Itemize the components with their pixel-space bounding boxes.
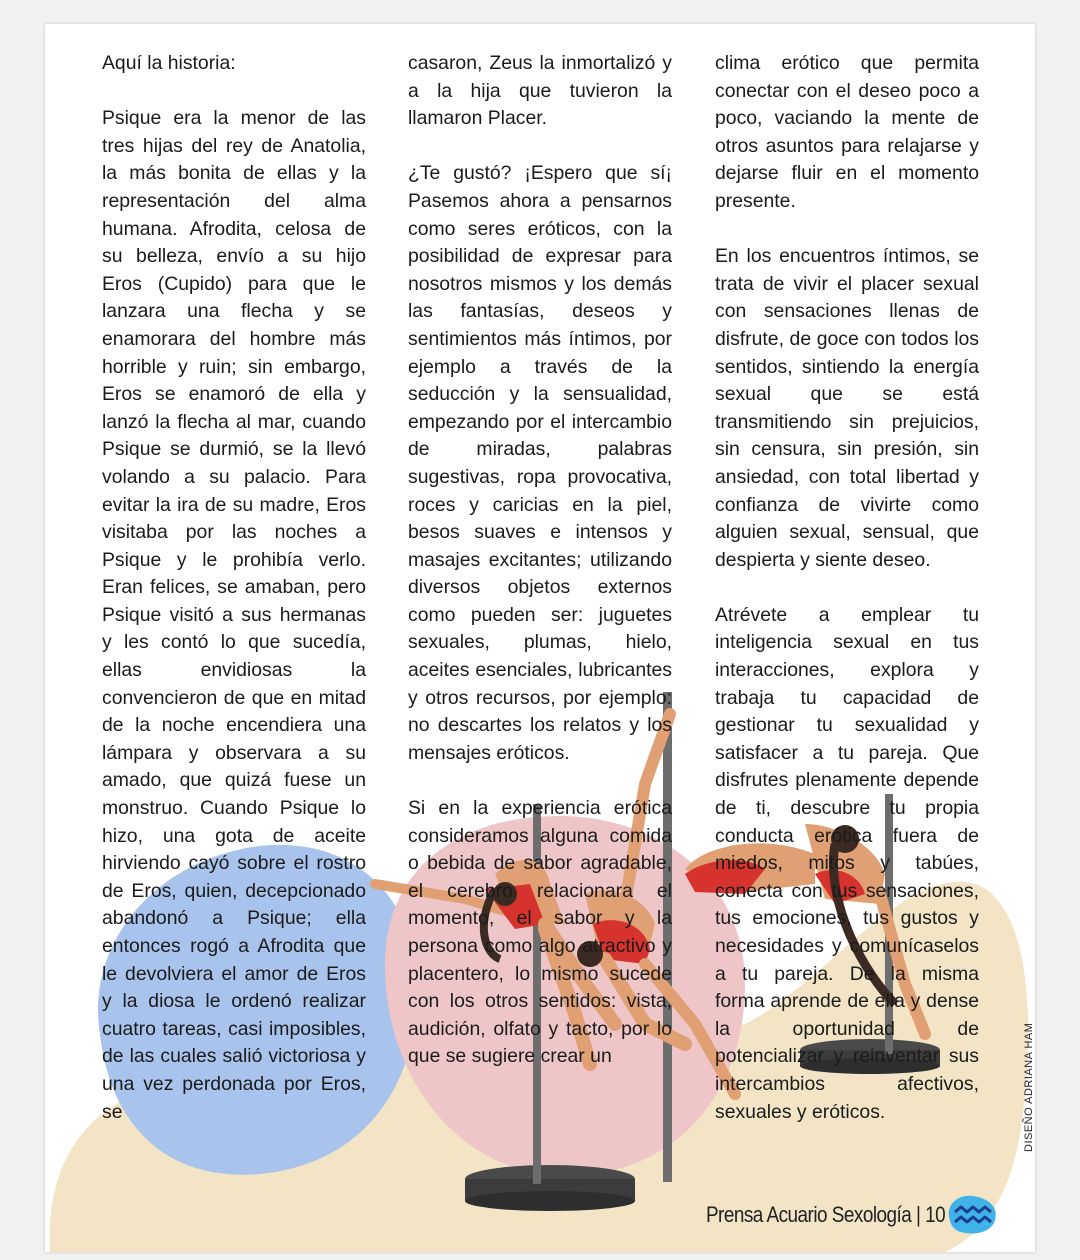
paragraph: En los encuentros íntimos, se trata de vivir el placer sexual con sensaciones llenas de disfrute, de goce con todos los sentidos, sintiendo la energía sexual que se está transmitiendo sin prejuicios, sin censura, sin presión, sin ansiedad, con total libertad y confianza de vivirte como alguien sexual, sensual, que despierta y siente deseo. — [715, 245, 979, 571]
footer-label — [706, 1202, 945, 1228]
paragraph: ¿Te gustó? ¡Espero que sí¡ Pasemos ahora a pensarnos como seres eróticos, con la posibilidad de expresar para nosotros mismos y los demás las fantasías, deseos y sentimientos más íntimos, por ejemplo a través de la seducción y la sensualidad, empezando por el intercambio de miradas, palabras sugestivas, ropa provocativa, roces y caricias en la piel, besos suaves e intensos y masajes excitantes; utilizando diversos objetos externos como pueden ser: juguetes sexuales, plumas, hielo, aceites esenciales, lubricantes y otros recursos, por ejemplo: no descartes los relatos y los mensajes eróticos. — [408, 162, 672, 764]
magazine-page — [45, 24, 1035, 1252]
paragraph: casaron, Zeus la inmortalizó y a la hija que tuvieron la llamaron Placer. — [408, 52, 672, 130]
paragraph: clima erótico que permita conectar con el deseo poco a poco, vaciando la mente de otros asuntos para relajarse y dejarse fluir en el momento presente. — [715, 52, 979, 212]
paragraph: Si en la experiencia erótica consideramos alguna comida o bebida de sabor agradable, el cerebro relacionara el momento, el sabor y la persona como algo atractivo y placentero, lo mismo sucede con los otros sentidos: vista, audición, olfato y tacto, por lo que se sugiere crear un — [408, 797, 672, 1068]
aquarius-logo-icon — [943, 1190, 1001, 1238]
design-credit-left: DISEÑO ADRI — [59, 1067, 71, 1144]
text-column-2 — [408, 50, 672, 1071]
text-column-1 — [102, 50, 366, 1126]
page-number: | 10 — [915, 1202, 945, 1227]
page-footer — [45, 1198, 1035, 1238]
design-credit-right: DISEÑO ADRIANA HAM — [1023, 1022, 1035, 1152]
paragraph: Atrévete a emplear tu inteligencia sexual en tus interacciones, explora y trabaja tu capacidad de gestionar tu sexualidad y satisfacer a tu pareja. Que disfrutes plenamente depende de ti, descubre tu propia conducta erótica fuera de miedos, mitos y tabúes, conecta con tus sensaciones, tus emociones, tus gustos y necesidades y comunícaselos a tu pareja. De la misma forma aprende de ella y dense la oportunidad de potencializar y reinventar sus intercambios afectivos, sexuales y eróticos. — [715, 603, 979, 1123]
text-column-3 — [715, 50, 979, 1126]
publication-name: Prensa Acuario Sexología — [705, 1202, 912, 1227]
paragraph: Aquí la historia: — [102, 52, 236, 74]
paragraph: Psique era la menor de las tres hijas del rey de Anatolia, la más bonita de ellas y la representación del alma humana. Afrodita, celosa de su belleza, envío a su hijo Eros (Cupido) para que le lanzara una flecha y se enamorara del hombre más horrible y ruin; sin embargo, Eros se enamoró de ella y lanzó la flecha al mar, cuando Psique se durmió, se la llevó volando a su palacio. Para evitar la ira de su madre, Eros visitaba por las noches a Psique y le prohibía verlo. Eran felices, se amaban, pero Psique visitó a sus hermanas y les contó lo que sucedía, ellas envidiosas la convencieron de que en mitad de la noche encendiera una lámpara y observara a su amado, que quizá fuese un monstruo. Cuando Psique lo hizo, una gota de aceite hirviendo cayó sobre el rostro de Eros, quien, decepcionado abandonó a Psique; ella entonces rogó a Afrodita que le devolviera el amor de Eros y la diosa le ordenó realizar cuatro tareas, casi imposibles, de las cuales salió victoriosa y una vez perdonada por Eros, se — [102, 107, 366, 1123]
